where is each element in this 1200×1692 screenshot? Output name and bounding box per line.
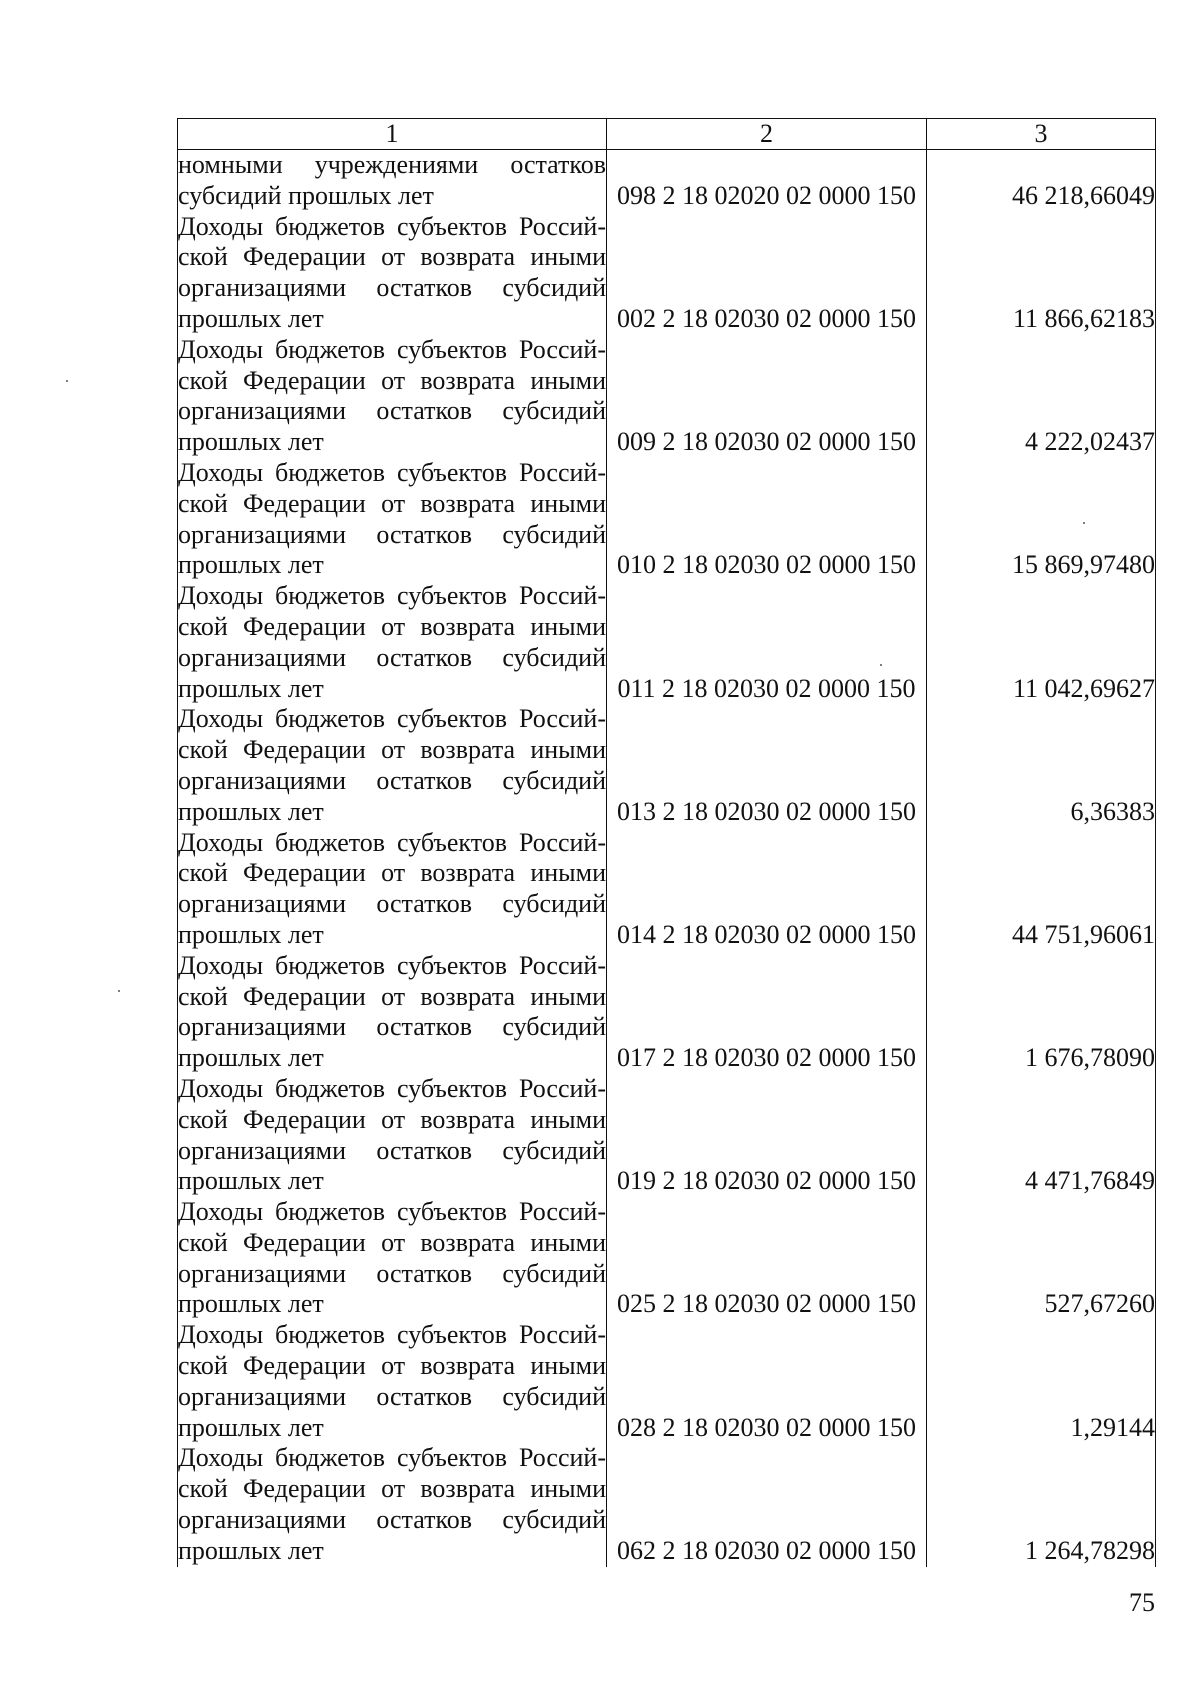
- scan-speck: [1083, 522, 1085, 524]
- row-classification-code: 009 2 18 02030 02 0000 150: [607, 335, 927, 458]
- row-description: Доходы бюджетов субъектов Российской Федерации от возврата иными организациями остатков субсидий прошлых лет: [178, 1320, 606, 1442]
- row-amount: 11 042,69627: [927, 581, 1156, 704]
- scan-speck: [66, 380, 68, 382]
- table-body: [178, 150, 1156, 1567]
- row-amount: 527,67260: [927, 1197, 1156, 1320]
- row-amount: 4 222,02437: [927, 335, 1156, 458]
- header-row: [178, 119, 1156, 150]
- row-classification-code: 062 2 18 02030 02 0000 150: [607, 1443, 927, 1566]
- row-amount: 44 751,96061: [927, 828, 1156, 951]
- row-amount: 1 676,78090: [927, 951, 1156, 1074]
- row-classification-code: 028 2 18 02030 02 0000 150: [607, 1320, 927, 1443]
- table-row: [178, 828, 1156, 951]
- table-row: [178, 150, 1156, 212]
- row-description: Доходы бюджетов субъектов Российской Федерации от возврата иными организациями остатков субсидий прошлых лет: [178, 704, 606, 826]
- table-row: [178, 1197, 1156, 1320]
- row-amount: 1,29144: [927, 1320, 1156, 1443]
- row-amount: 6,36383: [927, 704, 1156, 827]
- table-row: [178, 704, 1156, 827]
- row-classification-code: 017 2 18 02030 02 0000 150: [607, 951, 927, 1074]
- page-number: 75: [1129, 1588, 1155, 1617]
- row-amount: 11 866,62183: [927, 212, 1156, 335]
- row-classification-code: 019 2 18 02030 02 0000 150: [607, 1074, 927, 1197]
- row-classification-code: 013 2 18 02030 02 0000 150: [607, 704, 927, 827]
- row-description: Доходы бюджетов субъектов Российской Федерации от возврата иными организациями остатков субсидий прошлых лет: [178, 334, 606, 457]
- row-description: Доходы бюджетов субъектов Российской Федерации от возврата иными организациями остатков субсидий прошлых лет: [178, 1443, 606, 1565]
- row-amount: 4 471,76849: [927, 1074, 1156, 1197]
- scan-speck: [118, 990, 120, 992]
- row-description: Доходы бюджетов субъектов Российской Федерации от возврата иными организациями остатков субсидий прошлых лет: [178, 827, 606, 949]
- row-classification-code: 002 2 18 02030 02 0000 150: [607, 212, 927, 335]
- row-classification-code: 098 2 18 02020 02 0000 150: [607, 150, 927, 212]
- row-description: Доходы бюджетов субъектов Российской Федерации от возврата иными организациями остатков субсидий прошлых лет: [178, 457, 606, 580]
- table-row: [178, 1320, 1156, 1443]
- row-classification-code: 011 2 18 02030 02 0000 150: [607, 581, 927, 704]
- table-row: [178, 581, 1156, 704]
- scan-speck: [880, 664, 882, 666]
- revenue-table: [177, 118, 1156, 1567]
- column-header-2: 2: [607, 119, 927, 150]
- row-description: номными учреждениями остатков субсидий прошлых лет: [178, 150, 606, 210]
- row-description: Доходы бюджетов субъектов Российской Федерации от возврата иными организациями остатков субсидий прошлых лет: [178, 581, 606, 703]
- row-description: Доходы бюджетов субъектов Российской Федерации от возврата иными организациями остатков субсидий прошлых лет: [178, 1197, 606, 1319]
- table-row: [178, 1074, 1156, 1197]
- table-row: [178, 951, 1156, 1074]
- column-header-1: 1: [178, 119, 607, 150]
- row-amount: 15 869,97480: [927, 458, 1156, 581]
- table-row: [178, 458, 1156, 581]
- row-amount: 1 264,78298: [927, 1443, 1156, 1566]
- row-amount: 46 218,66049: [927, 150, 1156, 212]
- column-header-3: 3: [927, 119, 1156, 150]
- table-row: [178, 335, 1156, 458]
- row-description: Доходы бюджетов субъектов Российской Федерации от возврата иными организациями остатков субсидий прошлых лет: [178, 1073, 606, 1196]
- row-classification-code: 010 2 18 02030 02 0000 150: [607, 458, 927, 581]
- row-classification-code: 014 2 18 02030 02 0000 150: [607, 828, 927, 951]
- row-classification-code: 025 2 18 02030 02 0000 150: [607, 1197, 927, 1320]
- row-description: Доходы бюджетов субъектов Российской Федерации от возврата иными организациями остатков субсидий прошлых лет: [178, 950, 606, 1073]
- table-header: [178, 119, 1156, 150]
- table-row: [178, 1443, 1156, 1566]
- table-row: [178, 212, 1156, 335]
- row-description: Доходы бюджетов субъектов Российской Федерации от возврата иными организациями остатков субсидий прошлых лет: [178, 211, 606, 333]
